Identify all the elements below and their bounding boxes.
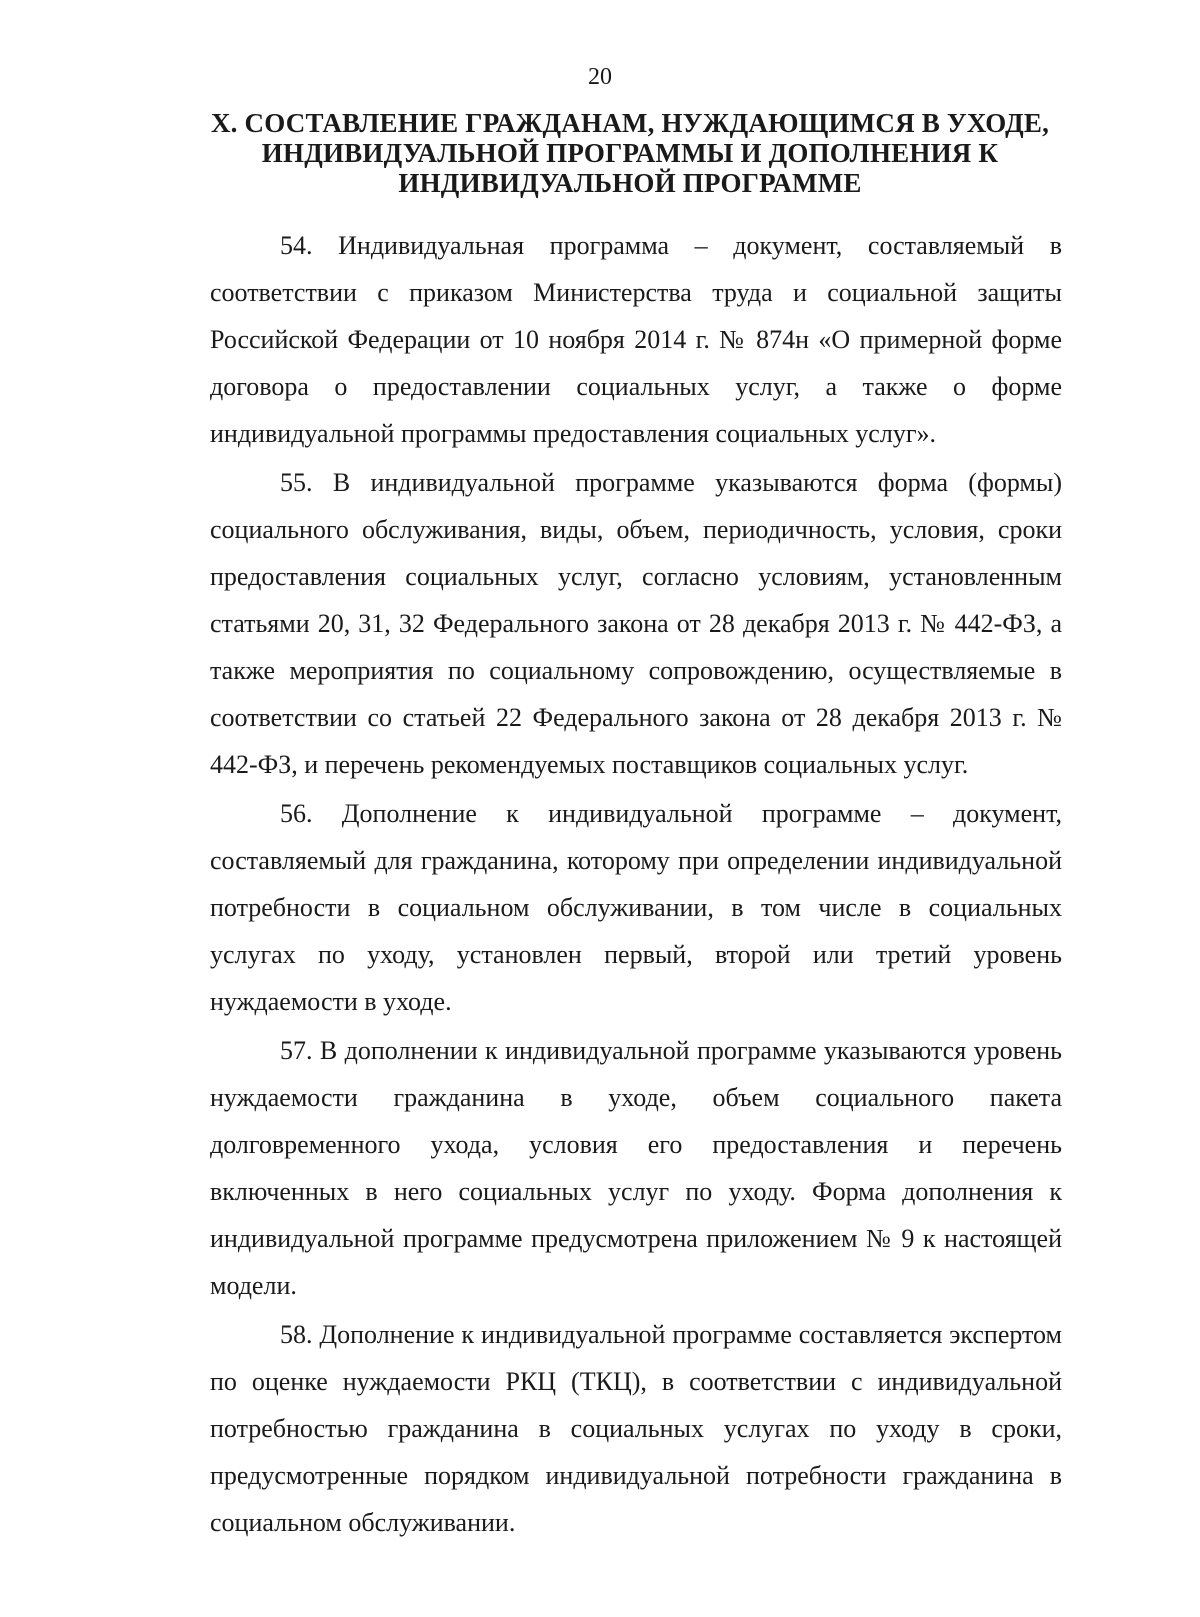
document-body xyxy=(210,222,1062,1548)
section-heading-line: X. СОСТАВЛЕНИЕ ГРАЖДАНАМ, НУЖДАЮЩИМСЯ В УХОДЕ, xyxy=(210,108,1050,138)
page-number: 20 xyxy=(588,64,612,90)
section-heading-line: ИНДИВИДУАЛЬНОЙ ПРОГРАММЕ xyxy=(398,168,862,198)
paragraph-56: 56. Дополнение к индивидуальной программе – документ, составляемый для гражданина, которому при определении индивидуальной потребности в социальном обслуживании, в том числе в социальных услугах по уходу, установлен первый, второй или третий уровень нуждаемости в уходе. xyxy=(210,799,1062,1016)
section-heading-line: ИНДИВИДУАЛЬНОЙ ПРОГРАММЫ И ДОПОЛНЕНИЯ К xyxy=(261,138,999,168)
paragraph-58: 58. Дополнение к индивидуальной программе составляется экспертом по оценке нуждаемости РКЦ (ТКЦ), в соответствии с индивидуальной потребностью гражданина в социальных услугах по уходу в сроки, предусмотренные порядком индивидуальной потребности гражданина в социальном обслуживании. xyxy=(210,1320,1062,1537)
paragraph-54: 54. Индивидуальная программа – документ, составляемый в соответствии с приказом Министерства труда и социальной защиты Российской Федерации от 10 ноября 2014 г. № 874н «О примерной форме договора о предоставлении социальных услуг, а также о форме индивидуальной программы предоставления социальных услуг». xyxy=(210,231,1062,448)
paragraph-57: 57. В дополнении к индивидуальной программе указываются уровень нуждаемости гражданина в уходе, объем социального пакета долговременного ухода, условия его предоставления и перечень включенных в него социальных услуг по уходу. Форма дополнения к индивидуальной программе предусмотрена приложением № 9 к настоящей модели. xyxy=(210,1036,1062,1300)
section-heading xyxy=(190,108,1070,198)
paragraph-55: 55. В индивидуальной программе указываются форма (формы) социального обслуживания, виды, объем, периодичность, условия, сроки предоставления социальных услуг, согласно условиям, установленным статьями 20, 31, 32 Федерального закона от 28 декабря 2013 г. № 442-ФЗ, а также мероприятия по социальному сопровождению, осуществляемые в соответствии со статьей 22 Федерального закона от 28 декабря 2013 г. № 442-ФЗ, и перечень рекомендуемых поставщиков социальных услуг. xyxy=(210,468,1062,779)
